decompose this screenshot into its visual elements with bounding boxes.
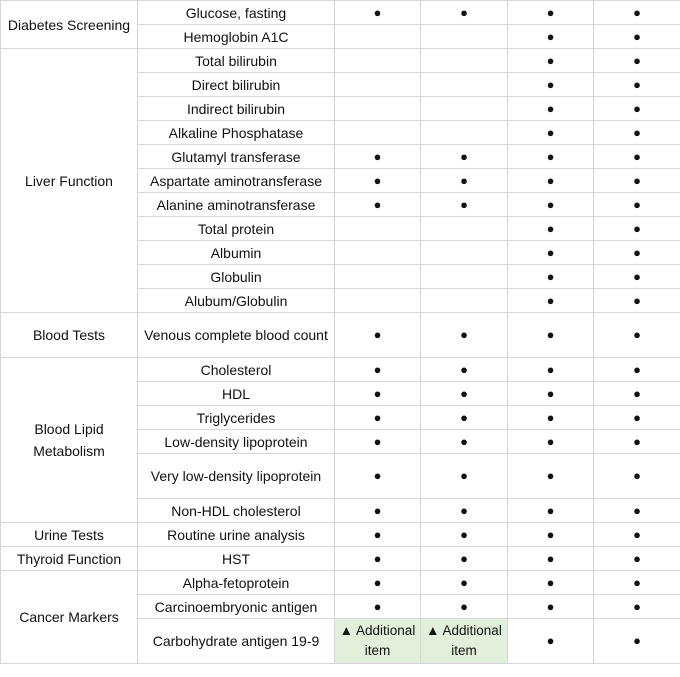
- package-3-mark: ●: [508, 595, 594, 619]
- package-1-mark: ●: [335, 193, 421, 217]
- item-cell: Direct bilirubin: [138, 73, 335, 97]
- package-1-mark: [335, 25, 421, 49]
- category-cell: Blood Lipid Metabolism: [1, 358, 138, 523]
- package-3-mark: ●: [508, 499, 594, 523]
- package-4-mark: ●: [594, 25, 680, 49]
- package-3-mark: ●: [508, 169, 594, 193]
- package-2-mark: [421, 49, 508, 73]
- package-4-mark: ●: [594, 595, 680, 619]
- package-4-mark: ●: [594, 289, 680, 313]
- package-2-mark: ●: [421, 169, 508, 193]
- package-4-mark: ●: [594, 49, 680, 73]
- item-cell: Alkaline Phosphatase: [138, 121, 335, 145]
- package-3-mark: ●: [508, 265, 594, 289]
- category-cell: Liver Function: [1, 49, 138, 313]
- package-2-mark: [421, 121, 508, 145]
- package-2-mark: ●: [421, 430, 508, 454]
- package-4-mark: ●: [594, 313, 680, 358]
- table-row: [1, 523, 680, 547]
- package-2-mark: ●: [421, 454, 508, 499]
- package-4-mark: ●: [594, 241, 680, 265]
- package-2-mark: ●: [421, 313, 508, 358]
- package-4-mark: ●: [594, 265, 680, 289]
- package-3-mark: ●: [508, 97, 594, 121]
- package-2-mark: ●: [421, 145, 508, 169]
- package-2-mark: ●: [421, 523, 508, 547]
- package-1-mark: ●: [335, 595, 421, 619]
- package-1-mark: [335, 97, 421, 121]
- package-2-mark: ●: [421, 382, 508, 406]
- package-2-mark: ●: [421, 595, 508, 619]
- item-cell: Very low-density lipoprotein: [138, 454, 335, 499]
- package-2-mark: [421, 289, 508, 313]
- table-row: [1, 313, 680, 358]
- package-3-mark: ●: [508, 241, 594, 265]
- item-cell: HDL: [138, 382, 335, 406]
- item-cell: Albumin: [138, 241, 335, 265]
- package-3-mark: ●: [508, 547, 594, 571]
- package-2-mark: [421, 241, 508, 265]
- item-cell: Non-HDL cholesterol: [138, 499, 335, 523]
- package-2-mark: [421, 25, 508, 49]
- category-cell: Cancer Markers: [1, 571, 138, 664]
- item-cell: HST: [138, 547, 335, 571]
- category-cell: Blood Tests: [1, 313, 138, 358]
- package-1-mark: ●: [335, 454, 421, 499]
- package-1-mark: [335, 49, 421, 73]
- package-4-mark: ●: [594, 145, 680, 169]
- package-3-mark: ●: [508, 25, 594, 49]
- package-1-mark: ●: [335, 1, 421, 25]
- package-2-mark: ●: [421, 571, 508, 595]
- item-cell: Alubum/Globulin: [138, 289, 335, 313]
- package-4-mark: ●: [594, 499, 680, 523]
- package-1-mark: [335, 265, 421, 289]
- package-4-mark: ●: [594, 547, 680, 571]
- package-4-mark: ●: [594, 121, 680, 145]
- package-1-mark: ●: [335, 547, 421, 571]
- package-3-mark: ●: [508, 313, 594, 358]
- package-1-mark: ●: [335, 358, 421, 382]
- item-cell: Carcinoembryonic antigen: [138, 595, 335, 619]
- package-4-mark: ●: [594, 217, 680, 241]
- package-2-mark: ●: [421, 499, 508, 523]
- package-1-mark: ●: [335, 571, 421, 595]
- additional-item-badge: ▲ Additional item: [421, 619, 508, 664]
- package-4-mark: ●: [594, 454, 680, 499]
- item-cell: Carbohydrate antigen 19-9: [138, 619, 335, 664]
- package-2-mark: ●: [421, 193, 508, 217]
- category-cell: Thyroid Function: [1, 547, 138, 571]
- package-3-mark: ●: [508, 619, 594, 664]
- table-row: [1, 547, 680, 571]
- package-4-mark: ●: [594, 97, 680, 121]
- package-4-mark: ●: [594, 358, 680, 382]
- package-3-mark: ●: [508, 145, 594, 169]
- package-4-mark: ●: [594, 406, 680, 430]
- package-2-mark: [421, 73, 508, 97]
- package-2-mark: ●: [421, 358, 508, 382]
- package-3-mark: ●: [508, 382, 594, 406]
- item-cell: Alanine aminotransferase: [138, 193, 335, 217]
- category-cell: Urine Tests: [1, 523, 138, 547]
- table-body: [1, 1, 680, 664]
- package-2-mark: ●: [421, 1, 508, 25]
- item-cell: Routine urine analysis: [138, 523, 335, 547]
- item-cell: Triglycerides: [138, 406, 335, 430]
- package-3-mark: ●: [508, 49, 594, 73]
- package-3-mark: ●: [508, 430, 594, 454]
- package-1-mark: ●: [335, 313, 421, 358]
- item-cell: Low-density lipoprotein: [138, 430, 335, 454]
- package-3-mark: ●: [508, 73, 594, 97]
- package-4-mark: ●: [594, 169, 680, 193]
- package-1-mark: ●: [335, 145, 421, 169]
- item-cell: Venous complete blood count: [138, 313, 335, 358]
- package-2-mark: [421, 217, 508, 241]
- package-1-mark: ●: [335, 523, 421, 547]
- item-cell: Alpha-fetoprotein: [138, 571, 335, 595]
- item-cell: Indirect bilirubin: [138, 97, 335, 121]
- package-3-mark: ●: [508, 289, 594, 313]
- package-4-mark: ●: [594, 193, 680, 217]
- table-row: [1, 571, 680, 595]
- item-cell: Cholesterol: [138, 358, 335, 382]
- package-2-mark: [421, 97, 508, 121]
- package-1-mark: [335, 289, 421, 313]
- package-4-mark: ●: [594, 430, 680, 454]
- item-cell: Glucose, fasting: [138, 1, 335, 25]
- package-1-mark: [335, 121, 421, 145]
- item-cell: Glutamyl transferase: [138, 145, 335, 169]
- package-3-mark: ●: [508, 217, 594, 241]
- package-2-mark: [421, 265, 508, 289]
- package-1-mark: [335, 73, 421, 97]
- package-1-mark: ●: [335, 382, 421, 406]
- package-3-mark: ●: [508, 193, 594, 217]
- package-1-mark: ●: [335, 406, 421, 430]
- item-cell: Aspartate aminotransferase: [138, 169, 335, 193]
- item-cell: Total protein: [138, 217, 335, 241]
- package-4-mark: ●: [594, 382, 680, 406]
- package-1-mark: ●: [335, 169, 421, 193]
- item-cell: Hemoglobin A1C: [138, 25, 335, 49]
- package-3-mark: ●: [508, 1, 594, 25]
- package-4-mark: ●: [594, 571, 680, 595]
- package-3-mark: ●: [508, 358, 594, 382]
- package-1-mark: [335, 241, 421, 265]
- package-4-mark: ●: [594, 523, 680, 547]
- package-1-mark: ●: [335, 430, 421, 454]
- category-cell: Diabetes Screening: [1, 1, 138, 49]
- package-1-mark: ●: [335, 499, 421, 523]
- table-row: [1, 49, 680, 73]
- package-3-mark: ●: [508, 523, 594, 547]
- package-2-mark: ●: [421, 547, 508, 571]
- item-cell: Total bilirubin: [138, 49, 335, 73]
- table-row: [1, 1, 680, 25]
- item-cell: Globulin: [138, 265, 335, 289]
- package-2-mark: ●: [421, 406, 508, 430]
- package-4-mark: ●: [594, 1, 680, 25]
- package-3-mark: ●: [508, 121, 594, 145]
- package-3-mark: ●: [508, 454, 594, 499]
- package-4-mark: ●: [594, 619, 680, 664]
- package-3-mark: ●: [508, 406, 594, 430]
- package-1-mark: [335, 217, 421, 241]
- package-4-mark: ●: [594, 73, 680, 97]
- package-3-mark: ●: [508, 571, 594, 595]
- additional-item-badge: ▲ Additional item: [335, 619, 421, 664]
- table-row: [1, 358, 680, 382]
